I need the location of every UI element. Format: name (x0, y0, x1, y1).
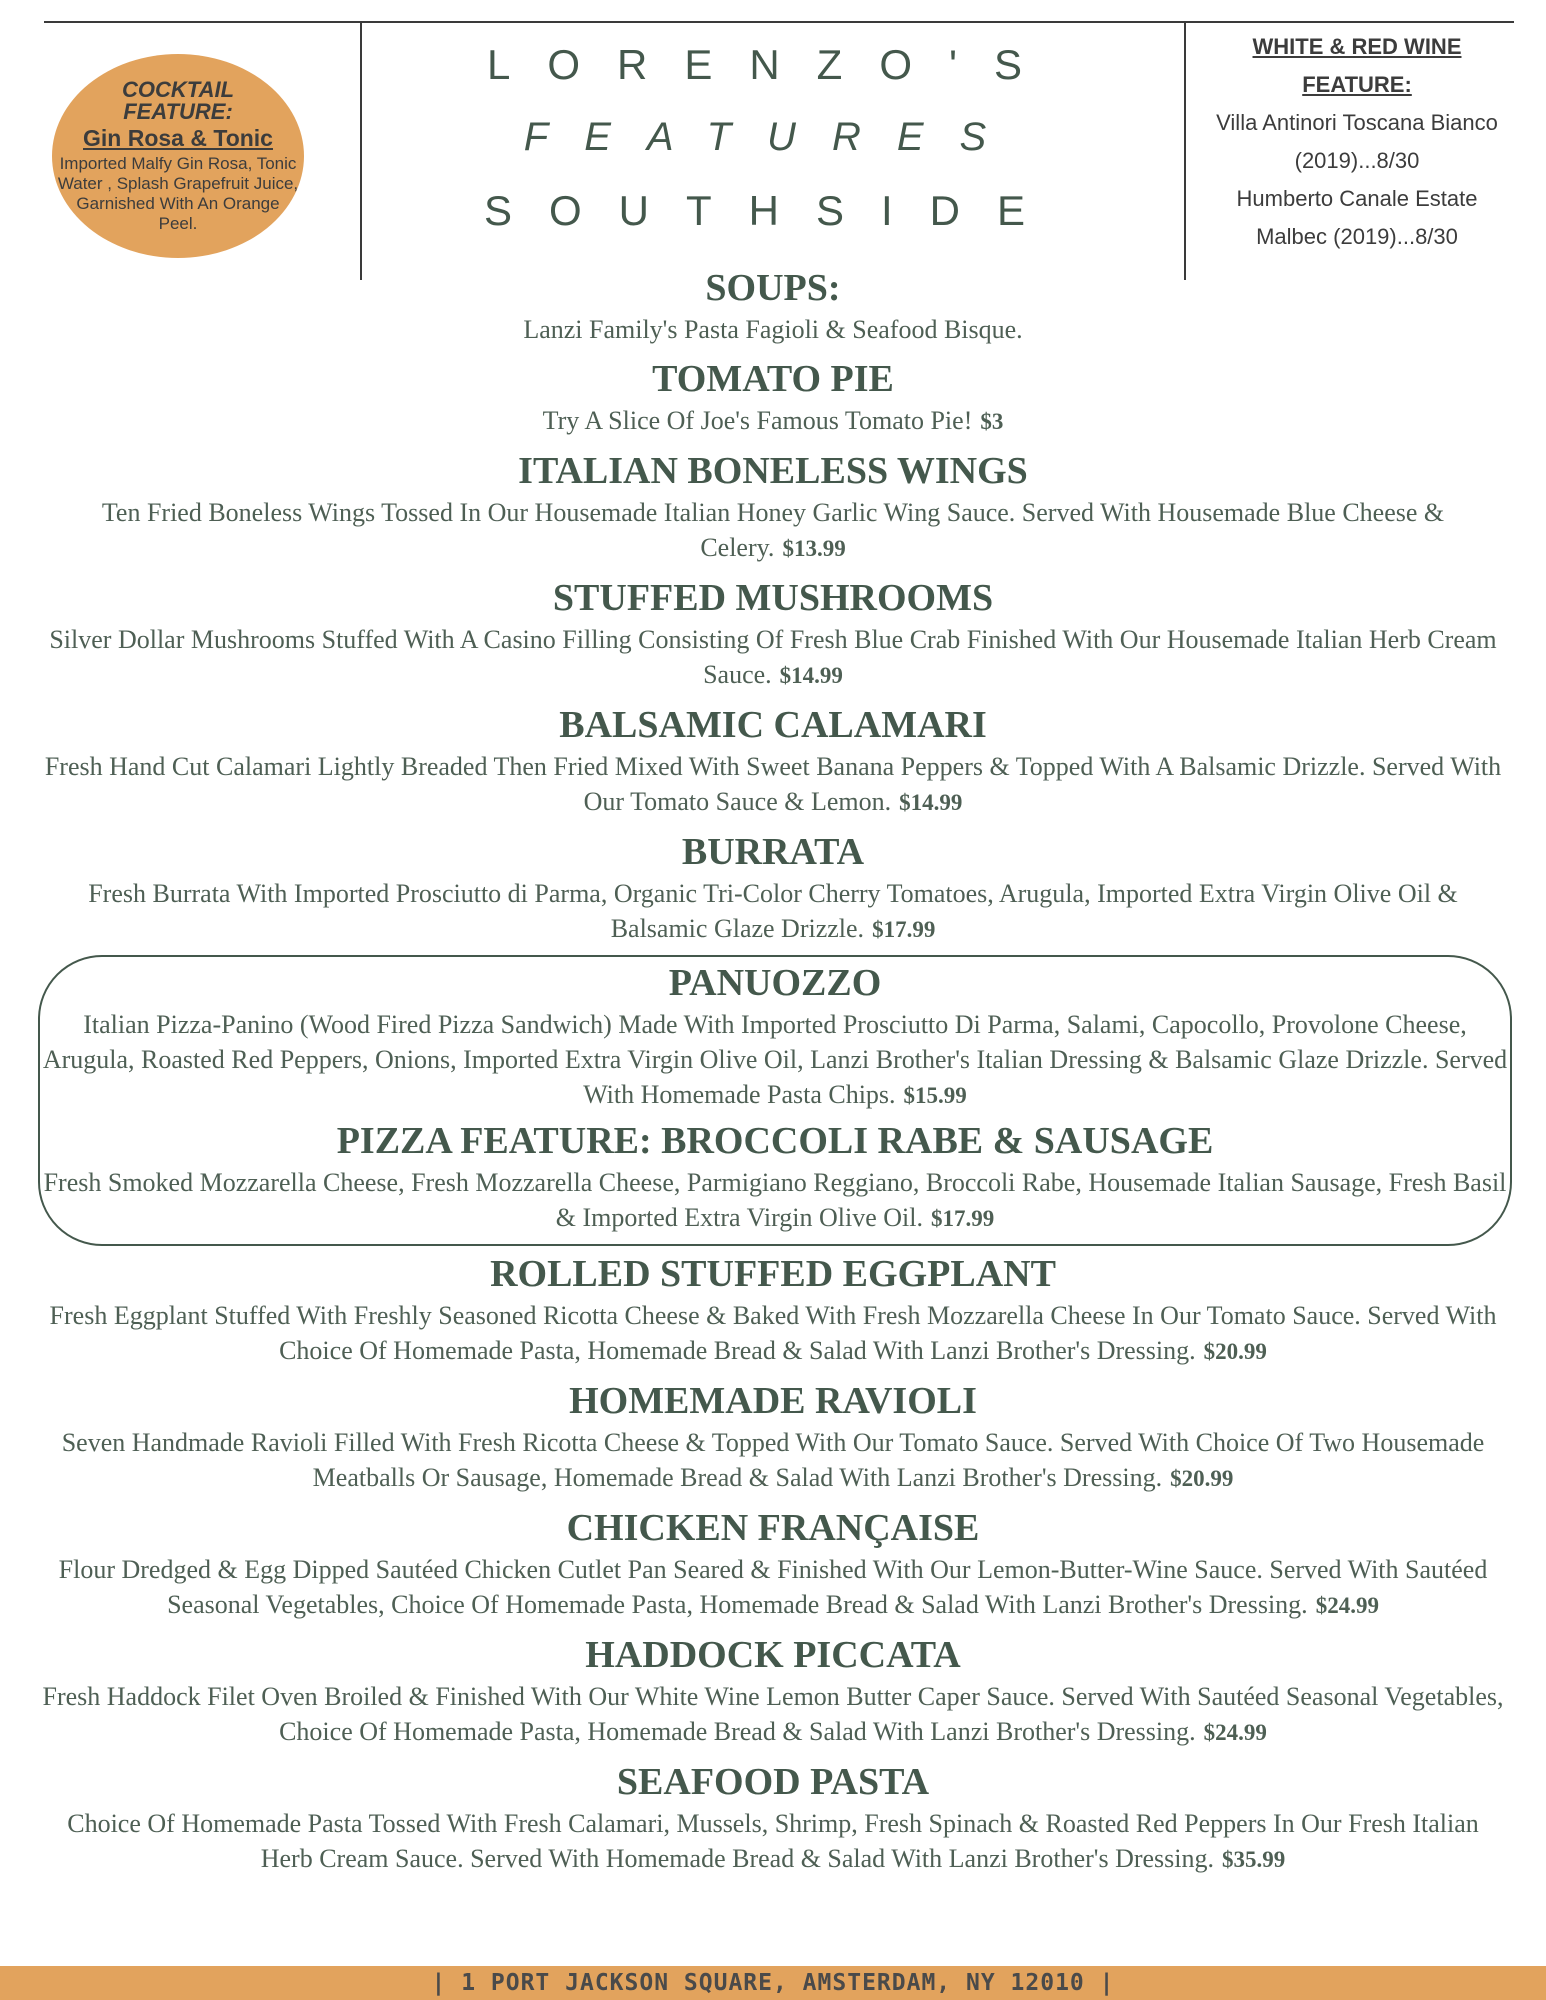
menu-item-description: Ten Fried Boneless Wings Tossed In Our Housemade Italian Honey Garlic Wing Sauce. Served With Housemade Blue Cheese & Celery. $13.99 (101, 498, 1445, 562)
menu-item-description: Fresh Eggplant Stuffed With Freshly Seasoned Ricotta Cheese & Baked With Fresh Mozzarella Cheese In Our Tomato Sauce. Served With Choice Of Homemade Pasta, Homemade Bread & Salad With Lanzi Brother's Dressing. $20.99 (49, 1301, 1497, 1365)
menu-item-description: Flour Dredged & Egg Dipped Sautéed Chicken Cutlet Pan Seared & Finished With Our Lemon-Butter-Wine Sauce. Served With Sautéed Seasonal Vegetables, Choice Of Homemade Pasta, Homemade Bread & Salad With Lanzi Brother's Dressing. $24.99 (58, 1555, 1488, 1619)
restaurant-logo (362, 30, 1184, 248)
menu-item-title: PANUOZZO (668, 962, 882, 1004)
cocktail-feature-badge (52, 54, 304, 258)
address-footer: | 1 PORT JACKSON SQUARE, AMSTERDAM, NY 12010 | (0, 1966, 1546, 2000)
menu-item-title: TOMATO PIE (652, 358, 894, 400)
menu-item-title: CHICKEN FRANÇAISE (566, 1507, 980, 1549)
header-divider-right (1184, 22, 1186, 280)
menu-item-price: $14.99 (899, 790, 963, 815)
menu-item-description: Silver Dollar Mushrooms Stuffed With A Casino Filling Consisting Of Fresh Blue Crab Finished With Our Housemade Italian Herb Cream Sauce. $14.99 (49, 625, 1497, 689)
menu-item-description: Fresh Hand Cut Calamari Lightly Breaded Then Fried Mixed With Sweet Banana Peppers & Topped With A Balsamic Drizzle. Served With Our Tomato Sauce & Lemon. $14.99 (44, 752, 1502, 816)
menu-item-price: $24.99 (1315, 1593, 1379, 1618)
menu-item (40, 959, 1510, 1113)
menu-item (40, 447, 1506, 566)
menu-item-title: PIZZA FEATURE: BROCCOLI RABE & SAUSAGE (336, 1120, 1214, 1162)
menu-item-title: ROLLED STUFFED EGGPLANT (490, 1253, 1056, 1295)
menu-item (40, 1117, 1510, 1236)
menu-item-price: $15.99 (903, 1083, 967, 1108)
menu-item (40, 574, 1506, 693)
menu-item-price: $35.99 (1222, 1847, 1286, 1872)
logo-line-southside: SOUTHSIDE (483, 187, 1063, 234)
menu-item (40, 701, 1506, 820)
menu-item (40, 828, 1506, 947)
menu-item-price: $20.99 (1170, 1466, 1234, 1491)
wine-feature (1188, 28, 1526, 256)
wine-feature-title: WHITE & RED WINE FEATURE: (1252, 34, 1462, 97)
menu-list (40, 264, 1506, 1885)
menu-item-title: SEAFOOD PASTA (616, 1761, 930, 1803)
menu-item-description: Fresh Smoked Mozzarella Cheese, Fresh Mozzarella Cheese, Parmigiano Reggiano, Broccoli Rabe, Housemade Italian Sausage, Fresh Basil & Imported Extra Virgin Olive Oil. $17.99 (43, 1168, 1507, 1232)
menu-item-description: Try A Slice Of Joe's Famous Tomato Pie! $3 (542, 406, 1004, 435)
header-top-rule (44, 21, 1514, 23)
featured-items-box (38, 955, 1512, 1246)
menu-item-title: STUFFED MUSHROOMS (552, 577, 994, 619)
menu-item (40, 355, 1506, 439)
menu-item (40, 1377, 1506, 1496)
menu-item-title: HOMEMADE RAVIOLI (569, 1380, 977, 1422)
cocktail-feature-title: COCKTAIL FEATURE: (121, 76, 235, 124)
wine-line-1: Villa Antinori Toscana Bianco (1216, 110, 1498, 135)
menu-item-description: Italian Pizza-Panino (Wood Fired Pizza Sandwich) Made With Imported Prosciutto Di Parma, Salami, Capocollo, Provolone Cheese, Arugula, Roasted Red Peppers, Onions, Imported Extra Virgin Olive Oil, Lanzi Brother's Italian Dressing & Balsamic Glaze Drizzle. Served With Homemade Pasta Chips. $15.99 (42, 1010, 1508, 1109)
logo-line-lorenzos: LORENZO'S (486, 41, 1060, 88)
menu-item (40, 1631, 1506, 1750)
menu-item-price: $17.99 (930, 1206, 995, 1231)
menu-item (40, 1250, 1506, 1369)
wine-line-4: Malbec (2019)...8/30 (1256, 224, 1458, 249)
logo-line-features: FEATURES (523, 115, 1023, 159)
menu-item-price: $3 (980, 409, 1004, 434)
menu-item-price: $20.99 (1203, 1339, 1267, 1364)
wine-line-3: Humberto Canale Estate (1236, 186, 1478, 211)
wine-line-2: (2019)...8/30 (1294, 148, 1420, 173)
cocktail-name: Gin Rosa & Tonic (83, 124, 273, 151)
menu-item-title: HADDOCK PICCATA (585, 1634, 961, 1676)
menu-item-price: $14.99 (779, 663, 843, 688)
menu-item-price: $17.99 (872, 917, 936, 942)
menu-item (40, 1758, 1506, 1877)
menu-item-title: BURRATA (681, 831, 865, 873)
menu-item-description: Seven Handmade Ravioli Filled With Fresh Ricotta Cheese & Topped With Our Tomato Sauce. Served With Choice Of Two Housemade Meatballs Or Sausage, Homemade Bread & Salad With Lanzi Brother's Dressing. $20.99 (61, 1428, 1485, 1492)
menu-item-description: Choice Of Homemade Pasta Tossed With Fresh Calamari, Mussels, Shrimp, Fresh Spinach & Roasted Red Peppers In Our Fresh Italian Herb Cream Sauce. Served With Homemade Bread & Salad With Lanzi Brother's Dressing. $35.99 (67, 1809, 1479, 1873)
menu-item-title: SOUPS: (705, 267, 841, 309)
menu-item-description: Lanzi Family's Pasta Fagioli & Seafood Bisque. (523, 315, 1023, 344)
menu-item-price: $24.99 (1203, 1720, 1267, 1745)
menu-item-price: $13.99 (782, 536, 846, 561)
cocktail-description: Imported Malfy Gin Rosa, Tonic Water , Splash Grapefruit Juice, Garnished With An Orange Peel. (57, 153, 299, 233)
menu-item (40, 264, 1506, 347)
menu-item-description: Fresh Haddock Filet Oven Broiled & Finished With Our White Wine Lemon Butter Caper Sauce. Served With Sautéed Seasonal Vegetables, Choice Of Homemade Pasta, Homemade Bread & Salad With Lanzi Brother's Dressing. $24.99 (42, 1682, 1504, 1746)
menu-item-title: ITALIAN BONELESS WINGS (518, 450, 1028, 492)
menu-item (40, 1504, 1506, 1623)
menu-item-description: Fresh Burrata With Imported Prosciutto di Parma, Organic Tri-Color Cherry Tomatoes, Arugula, Imported Extra Virgin Olive Oil & Balsamic Glaze Drizzle. $17.99 (88, 879, 1458, 943)
menu-item-title: BALSAMIC CALAMARI (559, 704, 987, 746)
